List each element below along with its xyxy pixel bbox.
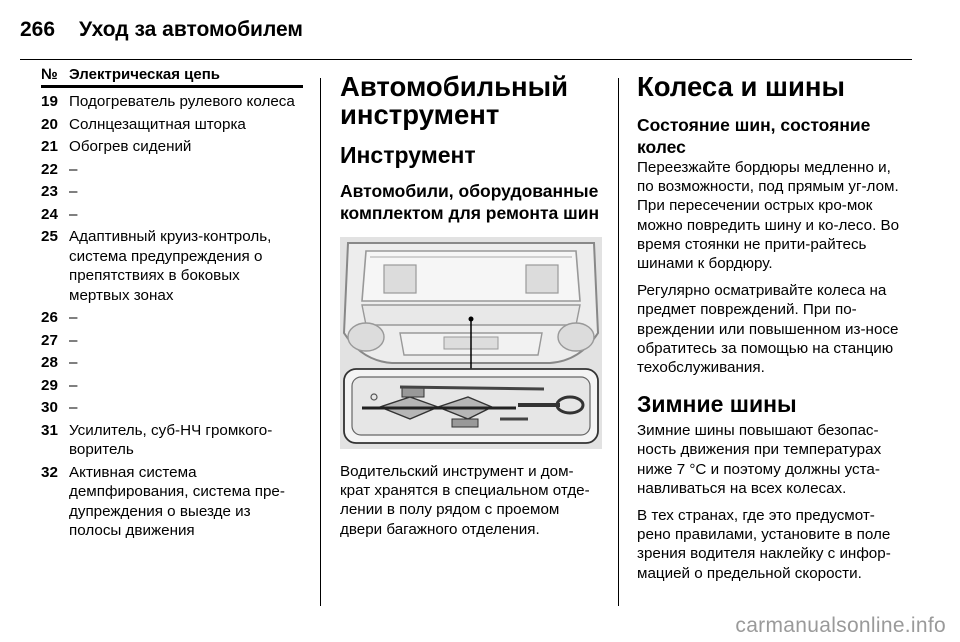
table-row bbox=[41, 376, 303, 396]
row-description: Обогрев сидений bbox=[69, 138, 192, 155]
tire-condition-paragraph-1: Переезжайте бордюры медленно и, по возможности, под прямым уг-лом. При пересечении острых кро-мок можно повредить шину и ко-лесо. Во время стоянки не прити-райтесь шинами к бордюру. bbox=[637, 159, 900, 273]
tire-condition-paragraph-2: Регулярно осматривайте колеса на предмет повреждений. При по-вреждении или повышенном из-носе обратитесь за помощью на станцию техобслуживания. bbox=[637, 282, 899, 377]
wheels-section bbox=[637, 73, 907, 591]
winter-tires-heading: Зимние шины bbox=[637, 391, 797, 418]
row-description: – bbox=[69, 205, 78, 223]
fuse-table-header bbox=[41, 66, 303, 88]
row-description: – bbox=[69, 183, 78, 200]
row-number: 25 bbox=[41, 228, 58, 245]
row-description: Адаптивный круиз-контроль, система предупреждения о препятствиях в боковых мертвых зонах bbox=[69, 228, 272, 304]
col-name-header: Электрическая цепь bbox=[69, 66, 221, 83]
row-description: – bbox=[69, 354, 78, 371]
row-description: – bbox=[69, 160, 78, 178]
row-description: Усилитель, суб-НЧ громкого-воритель bbox=[69, 421, 273, 458]
page-header bbox=[20, 18, 303, 48]
table-row bbox=[41, 92, 303, 112]
row-number: 30 bbox=[41, 399, 58, 416]
row-number: 27 bbox=[41, 331, 58, 349]
tire-condition-heading: Состояние шин, состояние колес bbox=[637, 115, 871, 157]
table-row bbox=[41, 331, 303, 351]
tools-subheading: Инструмент bbox=[340, 142, 476, 168]
row-number: 23 bbox=[41, 183, 58, 200]
table-row bbox=[41, 463, 303, 541]
column-divider-2 bbox=[618, 78, 619, 606]
fuse-table bbox=[41, 66, 303, 544]
row-description: – bbox=[69, 309, 78, 326]
tools-variant-heading: Автомобили, оборудованные комплектом для ремонта шин bbox=[340, 181, 600, 223]
tools-heading: Автомобильный инструмент bbox=[340, 71, 568, 130]
col-num-header: № bbox=[41, 66, 58, 83]
row-number: 22 bbox=[41, 160, 58, 178]
table-row bbox=[41, 115, 303, 135]
winter-tires-paragraph-2: В тех странах, где это предусмот-рено правилами, установите в поле зрения водителя наклейку с инфор-мацией о предельной скорости. bbox=[637, 507, 891, 582]
table-row bbox=[41, 308, 303, 328]
table-row bbox=[41, 205, 303, 225]
wheels-heading: Колеса и шины bbox=[637, 71, 845, 102]
header-rule bbox=[20, 59, 912, 60]
row-number: 19 bbox=[41, 93, 58, 110]
table-row bbox=[41, 160, 303, 180]
row-description: – bbox=[69, 399, 78, 416]
row-description: Подогреватель рулевого колеса bbox=[69, 93, 295, 110]
page-number: 266 bbox=[20, 18, 56, 41]
row-number: 24 bbox=[41, 205, 58, 223]
table-row bbox=[41, 182, 303, 202]
table-row bbox=[41, 227, 303, 305]
fuse-table-rows bbox=[41, 92, 303, 541]
page-title: Уход за автомобилем bbox=[79, 18, 303, 41]
table-row bbox=[41, 137, 303, 157]
table-row bbox=[41, 398, 303, 418]
row-number: 26 bbox=[41, 309, 58, 326]
row-number: 28 bbox=[41, 354, 58, 371]
tools-section bbox=[340, 73, 602, 547]
row-number: 31 bbox=[41, 421, 58, 439]
row-number: 20 bbox=[41, 115, 58, 133]
row-number: 21 bbox=[41, 138, 58, 155]
tool-kit-illustration bbox=[340, 237, 602, 449]
winter-tires-paragraph-1: Зимние шины повышают безопас-ность движения при температурах ниже 7 °C и поэтому должны уста-навливаться на всех колесах. bbox=[637, 422, 882, 497]
table-row bbox=[41, 353, 303, 373]
column-divider-1 bbox=[320, 78, 321, 606]
row-description: – bbox=[69, 376, 78, 394]
watermark: carmanualsonline.info bbox=[735, 614, 946, 637]
row-number: 32 bbox=[41, 463, 58, 481]
row-description: – bbox=[69, 331, 78, 349]
row-description: Активная система демпфирования, система пре-дупреждения о выезде из полосы движения bbox=[69, 463, 285, 539]
row-number: 29 bbox=[41, 376, 58, 394]
row-description: Солнцезащитная шторка bbox=[69, 115, 246, 133]
table-row bbox=[41, 421, 303, 460]
tools-caption: Водительский инструмент и дом-крат хранятся в специальном отде-лении в полу рядом с проемом двери багажного отделения. bbox=[340, 463, 590, 538]
